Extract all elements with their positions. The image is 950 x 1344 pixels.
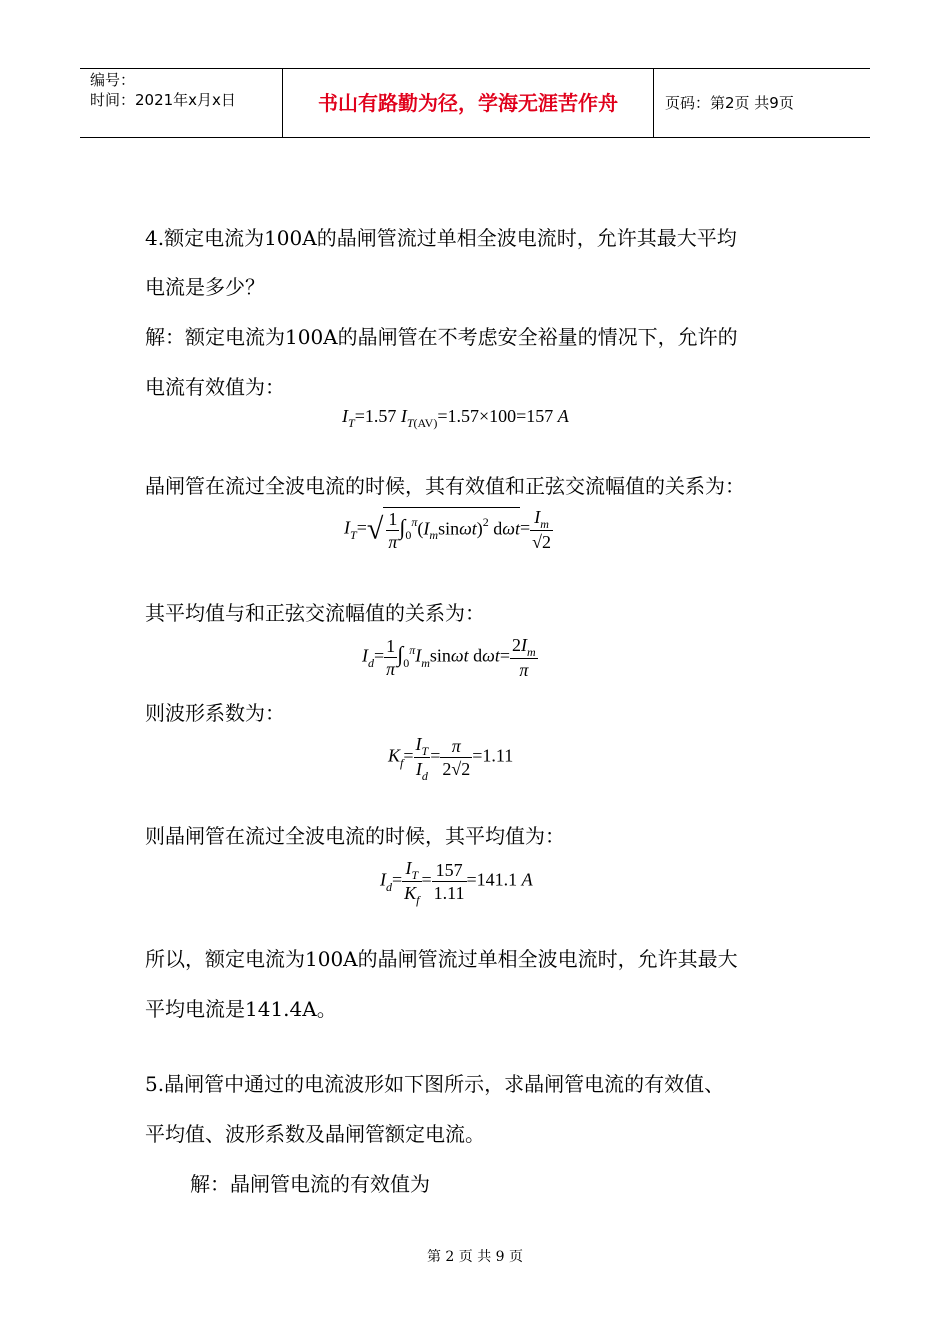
q4-line-1: 4.额定电流为100A的晶闸管流过单相全波电流时，允许其最大平均 [145,226,737,250]
q4-line-2: 电流是多少？ [145,275,265,299]
page-footer: 第 2 页 共 9 页 [426,1249,524,1265]
solution-line-1: 解：额定电流为100A的晶闸管在不考虑安全裕量的情况下，允许的 [145,325,738,349]
header-number: 编号： [90,71,136,89]
header-page-number: 页码：第2页 共9页 [665,94,794,112]
page-header [80,68,870,138]
q5-solution: 解：晶闸管电流的有效值为 [190,1172,430,1196]
text-average-value: 则晶闸管在流过全波电流的时候，其平均值为： [145,824,565,848]
equation-form-factor: $K_f=$ $\frac{I_T}{I_d}$ = $\frac{\pi}{2√2}$ =1.11 [388,734,514,783]
header-meta [80,69,283,137]
text-form-factor: 则波形系数为： [145,701,285,725]
header-motto: 书山有路勤为径，学海无涯苦作舟 [283,69,654,137]
equation-rms-value: $I_T=1.57$ $I_{T(AV)}=1.57\times 100=157$ A [342,406,569,430]
q5-line-1: 5.晶闸管中通过的电流波形如下图所示，求晶闸管电流的有效值、 [145,1072,725,1096]
q5-line-2: 平均值、波形系数及晶闸管额定电流。 [145,1122,485,1146]
conclusion-line-2: 平均电流是141.4A。 [145,997,337,1021]
solution-line-2: 电流有效值为： [145,375,285,399]
conclusion-line-1: 所以，额定电流为100A的晶闸管流过单相全波电流时，允许其最大 [145,947,738,971]
text-rms-relation: 晶闸管在流过全波电流的时候，其有效值和正弦交流幅值的关系为： [145,474,745,498]
text-avg-relation: 其平均值与和正弦交流幅值的关系为： [145,601,485,625]
equation-average-result: $I_d=$ $\frac{I_T}{K_f}$ = $\frac{157}{1.11}$ =141.1 A [380,858,533,907]
equation-rms-integral: $I_T=√$ $\frac{1}{\pi}$ $\int_0^\pi(I_m\sin\omega t)^2$ dωt= $\frac{I_m}{√2}$ [344,507,552,552]
equation-average-integral: $I_d=$ $\frac{1}{\pi}$ $\int_0^\pi I_m\sin\omega t$ dωt= $\frac{2I_m}{\pi}$ [362,635,536,680]
header-date: 时间：2021年x月x日 [90,91,236,109]
